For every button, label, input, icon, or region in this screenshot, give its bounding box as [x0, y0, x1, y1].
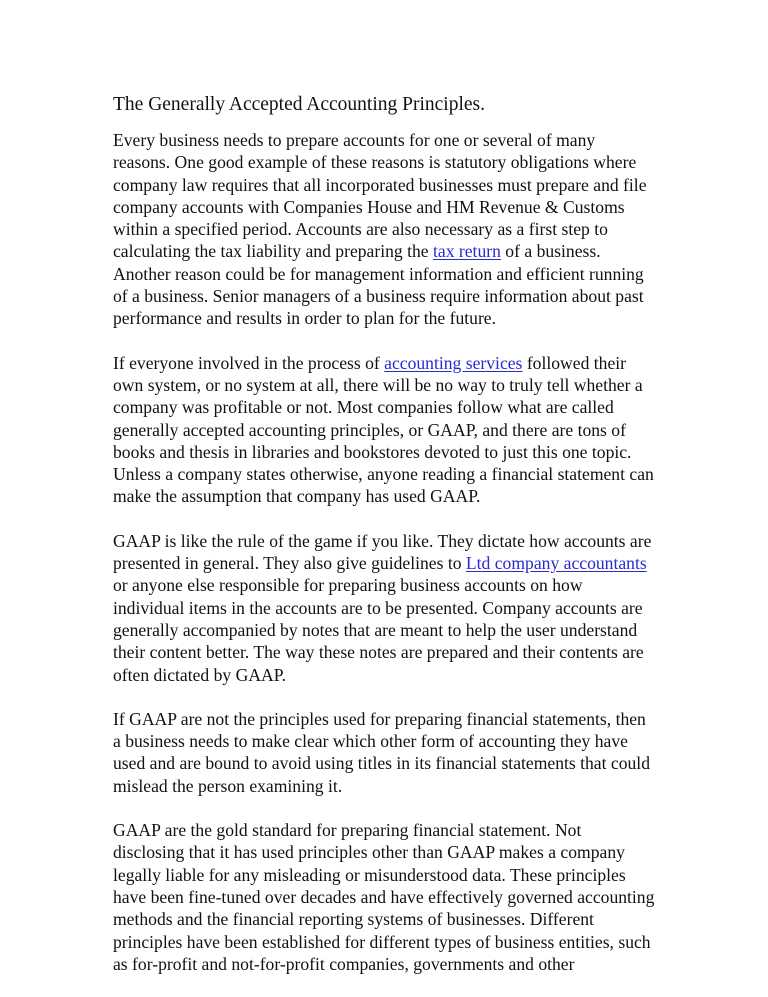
text-line: reasons. One good example of these reasons is statutory obligations where [113, 152, 637, 173]
text-segment: If everyone involved in the process of [113, 352, 385, 373]
text-segment: of a business. [500, 241, 601, 262]
text-line: used and are bound to avoid using titles in its financial statements that could [113, 753, 650, 774]
text-line: company law requires that all incorporated businesses must prepare and file [113, 174, 647, 195]
text-line: principles have been established for different types of business entities, such [113, 931, 651, 952]
text-line-with-link [113, 352, 673, 374]
text-line: often dictated by GAAP. [113, 664, 286, 685]
text-line: have been fine-tuned over decades and have effectively governed accounting [113, 886, 655, 907]
paragraph-gold-standard [113, 819, 673, 975]
text-line: methods and the financial reporting systems of businesses. Different [113, 909, 594, 930]
paragraph-gaap-rules [113, 530, 673, 686]
text-segment: followed their [522, 352, 626, 373]
text-line: legally liable for any misleading or misunderstood data. These principles [113, 864, 626, 885]
text-line: their content better. The way these notes are prepared and their contents are [113, 642, 644, 663]
text-line: company accounts with Companies House and HM Revenue & Customs [113, 196, 625, 217]
text-line: disclosing that it has used principles other than GAAP makes a company [113, 842, 625, 863]
text-line: company was profitable or not. Most companies follow what are called [113, 397, 614, 418]
text-line: own system, or no system at all, there will be no way to truly tell whether a [113, 374, 643, 395]
text-line: within a specified period. Accounts are also necessary as a first step to [113, 219, 608, 240]
text-line: GAAP are the gold standard for preparing financial statement. Not [113, 820, 582, 841]
link-tax-return[interactable]: tax return [433, 241, 501, 262]
text-line: generally accepted accounting principles, or GAAP, and there are tons of [113, 419, 626, 440]
text-line: Unless a company states otherwise, anyone reading a financial statement can [113, 464, 654, 485]
text-line: mislead the person examining it. [113, 775, 343, 796]
paragraph-non-gaap-disclosure [113, 708, 673, 797]
text-line: If GAAP are not the principles used for preparing financial statements, then [113, 708, 646, 729]
text-line: books and thesis in libraries and bookstores devoted to just this one topic. [113, 441, 632, 462]
paragraph-gaap-intro [113, 352, 673, 508]
text-line: individual items in the accounts are to be presented. Company accounts are [113, 597, 643, 618]
text-line: make the assumption that company has used GAAP. [113, 486, 481, 507]
link-ltd-company-accountants[interactable]: Ltd company accountants [465, 553, 647, 574]
text-line: as for-profit and not-for-profit companies, governments and other [113, 953, 575, 974]
text-segment: presented in general. They also give guidelines to [113, 553, 466, 574]
text-line: of a business. Senior managers of a business require information about past [113, 286, 644, 307]
text-line: a business needs to make clear which other form of accounting they have [113, 731, 628, 752]
text-line: Every business needs to prepare accounts for one or several of many [113, 130, 596, 150]
link-accounting-services[interactable]: accounting services [384, 352, 523, 373]
text-line: GAAP is like the rule of the game if you like. They dictate how accounts are [113, 530, 652, 551]
document-page [113, 93, 673, 997]
text-segment: calculating the tax liability and preparing the [113, 241, 433, 262]
text-line: Another reason could be for management information and efficient running [113, 263, 644, 284]
text-line: performance and results in order to plan for the future. [113, 308, 497, 329]
text-line: generally accompanied by notes that are meant to help the user understand [113, 619, 638, 640]
text-line-with-link [113, 240, 673, 262]
document-title: The Generally Accepted Accounting Principles. [113, 94, 486, 115]
paragraph-reasons-for-accounts [113, 129, 673, 330]
text-line: or anyone else responsible for preparing business accounts on how [113, 575, 583, 596]
text-line-with-link [113, 552, 673, 574]
